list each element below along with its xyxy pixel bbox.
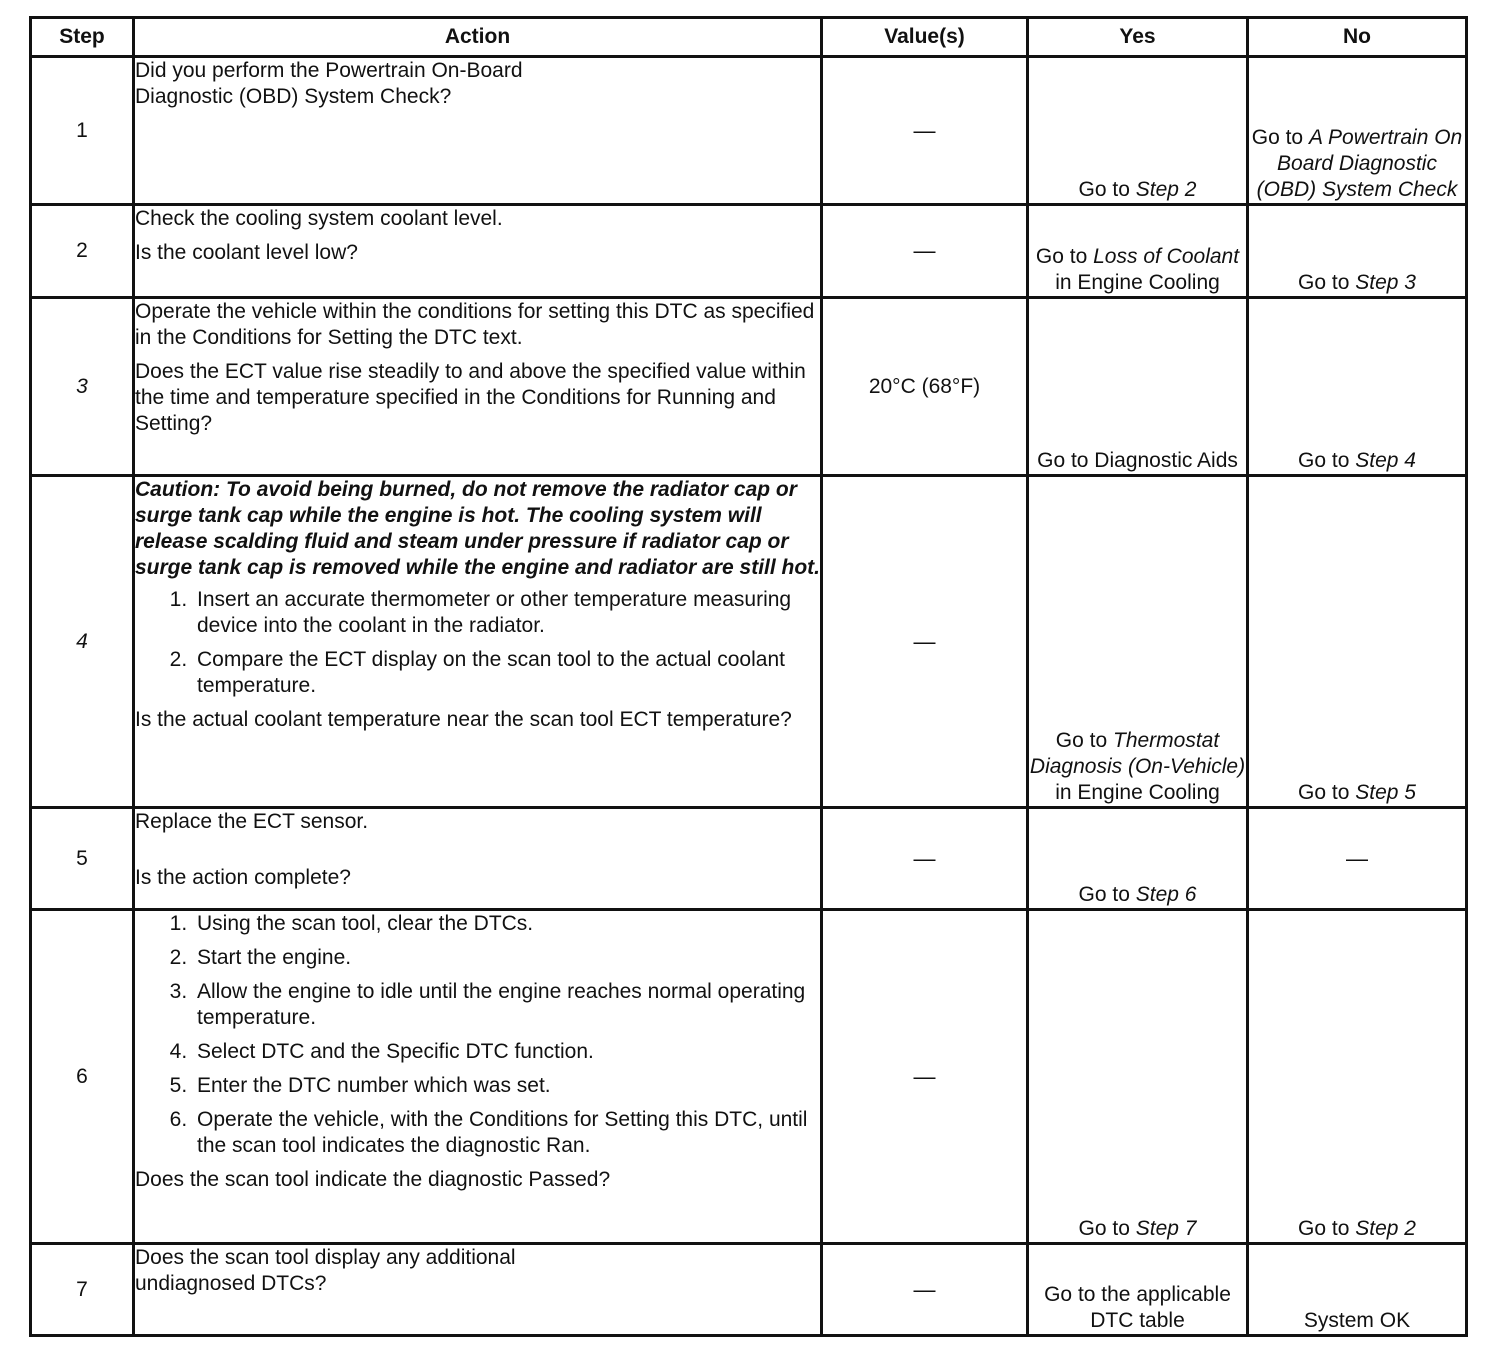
no-cell (1248, 298, 1467, 476)
header-row (31, 18, 1467, 57)
value-cell: — (822, 57, 1028, 205)
yes-reference: Step 6 (1135, 883, 1197, 906)
yes-suffix: in Engine Cooling (1055, 271, 1220, 294)
no-cell (1248, 57, 1467, 205)
yes-prefix: Go to (1078, 883, 1136, 906)
table-row-step-6 (31, 910, 1467, 1244)
table-row-step-2 (31, 205, 1467, 298)
action-cell (134, 476, 822, 808)
table-row-step-3 (31, 298, 1467, 476)
table-row-step-4 (31, 476, 1467, 808)
list-item: 2. Compare the ECT display on the scan tool to the actual coolant temperature. (193, 647, 820, 699)
header-yes: Yes (1028, 18, 1248, 57)
action-question: Does the scan tool indicate the diagnostic Passed? (135, 1168, 611, 1191)
yes-cell (1028, 910, 1248, 1244)
step-number: 6 (31, 910, 134, 1244)
step-number: 3 (31, 298, 134, 476)
yes-cell (1028, 808, 1248, 910)
action-text-line: Does the scan tool display any additional (135, 1246, 516, 1269)
action-text-line: Diagnostic (OBD) System Check? (135, 85, 452, 108)
list-item: 1. Insert an accurate thermometer or other temperature measuring device into the coolant in the radiator. (193, 587, 820, 639)
step-number: 2 (31, 205, 134, 298)
no-reference: A Powertrain On Board Diagnostic (OBD) System Check (1256, 126, 1463, 201)
no-prefix: Go to (1251, 126, 1309, 149)
value-cell: — (822, 476, 1028, 808)
substep-list (135, 587, 820, 699)
step-number: 7 (31, 1244, 134, 1336)
list-item: 1. Using the scan tool, clear the DTCs. (193, 911, 820, 937)
action-text: Check the cooling system coolant level. (135, 207, 503, 230)
list-item: 6. Operate the vehicle, with the Conditions for Setting this DTC, until the scan tool indicates the diagnostic Ran. (193, 1107, 820, 1159)
action-cell (134, 910, 822, 1244)
action-question: Is the actual coolant temperature near the scan tool ECT temperature? (135, 708, 792, 731)
no-cell (1248, 476, 1467, 808)
action-cell (134, 298, 822, 476)
list-item: 2. Start the engine. (193, 945, 820, 971)
yes-reference: Step 2 (1135, 178, 1197, 201)
no-prefix: Go to (1298, 449, 1356, 472)
no-reference: Step 3 (1355, 271, 1416, 294)
step-number: 1 (31, 57, 134, 205)
action-cell (134, 1244, 822, 1336)
yes-cell (1028, 205, 1248, 298)
header-action: Action (134, 18, 822, 57)
table-row-step-7 (31, 1244, 1467, 1336)
action-question: Is the coolant level low? (135, 241, 358, 264)
value-cell: — (822, 808, 1028, 910)
yes-reference: Step 7 (1135, 1217, 1197, 1240)
action-cell (134, 57, 822, 205)
header-values: Value(s) (822, 18, 1028, 57)
value-cell: — (822, 910, 1028, 1244)
yes-cell: Go to Diagnostic Aids (1028, 298, 1248, 476)
action-text-line: undiagnosed DTCs? (135, 1272, 327, 1295)
no-prefix: Go to (1298, 1217, 1356, 1240)
header-step: Step (31, 18, 134, 57)
step-number: 4 (31, 476, 134, 808)
yes-prefix: Go to (1078, 1217, 1136, 1240)
yes-suffix: in Engine Cooling (1055, 781, 1220, 804)
substep-list (135, 911, 820, 1159)
yes-cell (1028, 57, 1248, 205)
no-prefix: Go to (1298, 271, 1356, 294)
value-cell: — (822, 1244, 1028, 1336)
action-text: Replace the ECT sensor. (135, 810, 369, 833)
list-item: 4. Select DTC and the Specific DTC function. (193, 1039, 820, 1065)
action-text: Operate the vehicle within the conditions for setting this DTC as specified in the Conditions for Setting the DTC text. (135, 300, 815, 349)
yes-prefix: Go to (1078, 178, 1136, 201)
no-cell (1248, 205, 1467, 298)
value-cell: 20°C (68°F) (822, 298, 1028, 476)
header-no: No (1248, 18, 1467, 57)
list-item: 3. Allow the engine to idle until the engine reaches normal operating temperature. (193, 979, 820, 1031)
action-question: Is the action complete? (135, 866, 351, 889)
no-cell: — (1248, 808, 1467, 910)
yes-reference: Thermostat Diagnosis (On-Vehicle) (1029, 729, 1246, 778)
table-row-step-1 (31, 57, 1467, 205)
no-reference: Step 5 (1355, 781, 1416, 804)
action-question: Does the ECT value rise steadily to and above the specified value within the time and temperature specified in the Conditions for Running and Setting? (135, 360, 806, 435)
yes-prefix: Go to (1035, 245, 1094, 268)
no-cell: System OK (1248, 1244, 1467, 1336)
caution-text: Caution: To avoid being burned, do not remove the radiator cap or surge tank cap while the engine is hot. The cooling system will release scalding fluid and steam under pressure if radiator cap or surge tank cap is removed while the engine and radiator are still hot. (135, 478, 821, 579)
yes-prefix: Go to (1055, 729, 1113, 752)
action-text-line: Did you perform the Powertrain On-Board (135, 59, 523, 82)
diagnostic-table (29, 16, 1468, 1337)
action-cell (134, 808, 822, 910)
step-number: 5 (31, 808, 134, 910)
no-reference: Step 4 (1355, 449, 1416, 472)
action-cell (134, 205, 822, 298)
no-prefix: Go to (1298, 781, 1356, 804)
list-item: 5. Enter the DTC number which was set. (193, 1073, 820, 1099)
yes-cell (1028, 476, 1248, 808)
value-cell: — (822, 205, 1028, 298)
yes-reference: Loss of Coolant (1093, 245, 1240, 268)
yes-cell: Go to the applicable DTC table (1028, 1244, 1248, 1336)
table-row-step-5 (31, 808, 1467, 910)
no-reference: Step 2 (1355, 1217, 1416, 1240)
no-cell (1248, 910, 1467, 1244)
